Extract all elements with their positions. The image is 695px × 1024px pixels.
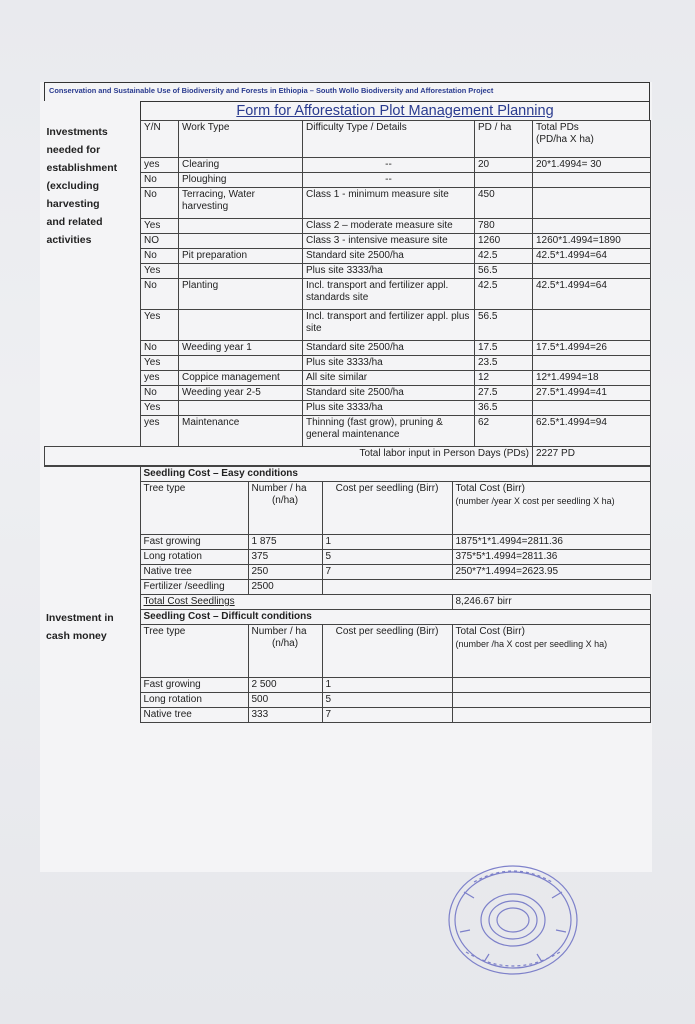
cell-diff: Class 2 – moderate measure site xyxy=(303,219,475,234)
cell-total: 250*7*1.4994=2623.95 xyxy=(452,565,650,580)
cell-total xyxy=(452,693,650,708)
cell-work xyxy=(179,310,303,341)
cell-diff: Standard site 2500/ha xyxy=(303,386,475,401)
difficult-title: Seedling Cost – Difficult conditions xyxy=(140,610,650,625)
fertilizer-empty xyxy=(322,580,650,595)
cell-yn: No xyxy=(141,188,179,219)
cell-pd: 42.5 xyxy=(475,249,533,264)
cell-diff: Standard site 2500/ha xyxy=(303,249,475,264)
cell-pd: 27.5 xyxy=(475,386,533,401)
cell-yn: No xyxy=(141,386,179,401)
cell-diff: Standard site 2500/ha xyxy=(303,341,475,356)
cell-cost: 1 xyxy=(322,678,452,693)
cell-pd: 780 xyxy=(475,219,533,234)
cell-yn: No xyxy=(141,249,179,264)
easy-h-cost: Cost per seedling (Birr) xyxy=(322,482,452,535)
cell-pd: 42.5 xyxy=(475,279,533,310)
side-label-line: and related xyxy=(46,215,103,228)
form-title: Form for Afforestation Plot Management Planning xyxy=(140,101,650,120)
cell-total xyxy=(452,708,650,723)
cell-diff: Plus site 3333/ha xyxy=(303,401,475,416)
cell-total: 62.5*1.4994=94 xyxy=(533,416,651,447)
cell-work xyxy=(179,219,303,234)
easy-h-number xyxy=(248,482,322,535)
cell-yn: yes xyxy=(141,158,179,173)
cell-total xyxy=(452,678,650,693)
cell-diff: All site similar xyxy=(303,371,475,386)
header-total-pds xyxy=(533,121,651,158)
diff-h-tree: Tree type xyxy=(140,625,248,678)
cell-work: Terracing, Water harvesting xyxy=(179,188,303,219)
cell-yn: Yes xyxy=(141,219,179,234)
cell-total: 1260*1.4994=1890 xyxy=(533,234,651,249)
project-header: Conservation and Sustainable Use of Biodiversity and Forests in Ethiopia – South Wollo Biodiversity and Afforestation Project xyxy=(44,82,650,101)
cell-number: 1 875 xyxy=(248,535,322,550)
cell-work: Pit preparation xyxy=(179,249,303,264)
side-label-line: needed for xyxy=(46,143,101,156)
cell-work: Coppice management xyxy=(179,371,303,386)
cell-diff: Plus site 3333/ha xyxy=(303,356,475,371)
header-pd-ha: PD / ha xyxy=(475,121,533,158)
cell-pd: 12 xyxy=(475,371,533,386)
cell-pd: 36.5 xyxy=(475,401,533,416)
cell-diff: Class 1 - minimum measure site xyxy=(303,188,475,219)
h-total-sub: (number /ha X cost per seedling X ha) xyxy=(455,639,608,649)
difficult-row xyxy=(44,678,650,693)
cell-number: 333 xyxy=(248,708,322,723)
cell-pd: 20 xyxy=(475,158,533,173)
cell-number: 500 xyxy=(248,693,322,708)
header-difficulty: Difficulty Type / Details xyxy=(303,121,475,158)
cell-yn: No xyxy=(141,279,179,310)
cell-tree: Native tree xyxy=(140,708,248,723)
cell-yn: Yes xyxy=(141,356,179,371)
cell-work: Weeding year 2-5 xyxy=(179,386,303,401)
easy-total-value: 8,246.67 birr xyxy=(452,595,650,610)
cell-work: Weeding year 1 xyxy=(179,341,303,356)
cell-work: Ploughing xyxy=(179,173,303,188)
cell-diff: Thinning (fast grow), pruning & general maintenance xyxy=(303,416,475,447)
cell-diff: Incl. transport and fertilizer appl. plus site xyxy=(303,310,475,341)
cell-yn: Yes xyxy=(141,310,179,341)
cell-work xyxy=(179,234,303,249)
header-total-label: Total PDs xyxy=(536,122,579,133)
cell-number: 250 xyxy=(248,565,322,580)
cell-work: Maintenance xyxy=(179,416,303,447)
cell-diff: Class 3 - intensive measure site xyxy=(303,234,475,249)
cell-diff: -- xyxy=(303,173,475,188)
cell-tree: Long rotation xyxy=(140,550,248,565)
header-yn: Y/N xyxy=(141,121,179,158)
labor-total-value: 2227 PD xyxy=(533,447,651,466)
cell-total: 42.5*1.4994=64 xyxy=(533,249,651,264)
cell-yn: NO xyxy=(141,234,179,249)
cell-diff: Plus site 3333/ha xyxy=(303,264,475,279)
cell-total: 12*1.4994=18 xyxy=(533,371,651,386)
cell-pd: 62 xyxy=(475,416,533,447)
cell-total xyxy=(533,401,651,416)
cell-tree: Native tree xyxy=(140,565,248,580)
cell-tree: Fast growing xyxy=(140,678,248,693)
easy-h-tree: Tree type xyxy=(140,482,248,535)
cell-number: 375 xyxy=(248,550,322,565)
official-stamp-icon xyxy=(444,862,582,978)
cell-pd: 23.5 xyxy=(475,356,533,371)
cell-total: 17.5*1.4994=26 xyxy=(533,341,651,356)
cell-total xyxy=(533,264,651,279)
cell-yn: No xyxy=(141,341,179,356)
cell-yn: Yes xyxy=(141,264,179,279)
difficult-row xyxy=(44,708,650,723)
cell-cost: 7 xyxy=(322,565,452,580)
header-work-type: Work Type xyxy=(179,121,303,158)
cell-diff: -- xyxy=(303,158,475,173)
h-total-label: Total Cost (Birr) xyxy=(455,483,525,494)
h-total-label: Total Cost (Birr) xyxy=(455,626,525,637)
cell-total xyxy=(533,173,651,188)
cell-pd: 450 xyxy=(475,188,533,219)
cell-number: 2 500 xyxy=(248,678,322,693)
labor-side-label xyxy=(45,121,141,447)
side-label-line: Investment in xyxy=(46,612,114,625)
side-label-line: (excluding xyxy=(46,179,100,192)
cell-tree: Long rotation xyxy=(140,693,248,708)
fertilizer-label: Fertilizer /seedling xyxy=(140,580,248,595)
side-label-line: cash money xyxy=(46,630,107,643)
cell-total: 375*5*1.4994=2811.36 xyxy=(452,550,650,565)
cell-total: 42.5*1.4994=64 xyxy=(533,279,651,310)
cell-yn: yes xyxy=(141,371,179,386)
diff-h-total xyxy=(452,625,650,678)
cash-side-label xyxy=(44,467,140,678)
cell-yn: Yes xyxy=(141,401,179,416)
cell-cost: 5 xyxy=(322,693,452,708)
cell-tree: Fast growing xyxy=(140,535,248,550)
cell-cost: 7 xyxy=(322,708,452,723)
labor-total-row xyxy=(45,447,651,466)
cell-work: Planting xyxy=(179,279,303,310)
cell-pd: 1260 xyxy=(475,234,533,249)
h-number-sub: (n/ha) xyxy=(271,638,299,649)
cell-yn: yes xyxy=(141,416,179,447)
difficult-row xyxy=(44,693,650,708)
easy-h-total xyxy=(452,482,650,535)
labor-total-label: Total labor input in Person Days (PDs) xyxy=(45,447,533,466)
cell-total: 27.5*1.4994=41 xyxy=(533,386,651,401)
h-number-label: Number / ha xyxy=(251,483,307,494)
cell-work xyxy=(179,356,303,371)
cell-total xyxy=(533,356,651,371)
h-total-sub: (number /year X cost per seedling X ha) xyxy=(455,496,615,506)
cell-pd: 56.5 xyxy=(475,310,533,341)
side-label-line: harvesting xyxy=(46,197,100,210)
cell-yn: No xyxy=(141,173,179,188)
cell-cost: 1 xyxy=(322,535,452,550)
diff-h-cost: Cost per seedling (Birr) xyxy=(322,625,452,678)
easy-total-label: Total Cost Seedlings xyxy=(140,595,452,610)
cell-work: Clearing xyxy=(179,158,303,173)
cell-cost: 5 xyxy=(322,550,452,565)
h-number-label: Number / ha xyxy=(251,626,307,637)
cell-total: 1875*1*1.4994=2811.36 xyxy=(452,535,650,550)
h-number-sub: (n/ha) xyxy=(271,495,299,506)
labor-header-row xyxy=(45,121,651,158)
labor-table xyxy=(44,120,651,466)
cell-total xyxy=(533,219,651,234)
cell-pd xyxy=(475,173,533,188)
cell-total xyxy=(533,310,651,341)
side-label-line: activities xyxy=(46,233,92,246)
cell-pd: 56.5 xyxy=(475,264,533,279)
diff-h-number xyxy=(248,625,322,678)
cell-total xyxy=(533,188,651,219)
form-document xyxy=(44,82,650,723)
fertilizer-value: 2500 xyxy=(248,580,322,595)
cash-table xyxy=(44,466,651,723)
side-label-line: Investments xyxy=(46,125,108,138)
side-label-line: establishment xyxy=(46,161,118,174)
cell-diff: Incl. transport and fertilizer appl. standards site xyxy=(303,279,475,310)
cell-pd: 17.5 xyxy=(475,341,533,356)
cell-work xyxy=(179,264,303,279)
cell-total: 20*1.4994= 30 xyxy=(533,158,651,173)
easy-title: Seedling Cost – Easy conditions xyxy=(140,467,650,482)
header-total-sub: (PD/ha X ha) xyxy=(536,134,594,145)
cell-work xyxy=(179,401,303,416)
